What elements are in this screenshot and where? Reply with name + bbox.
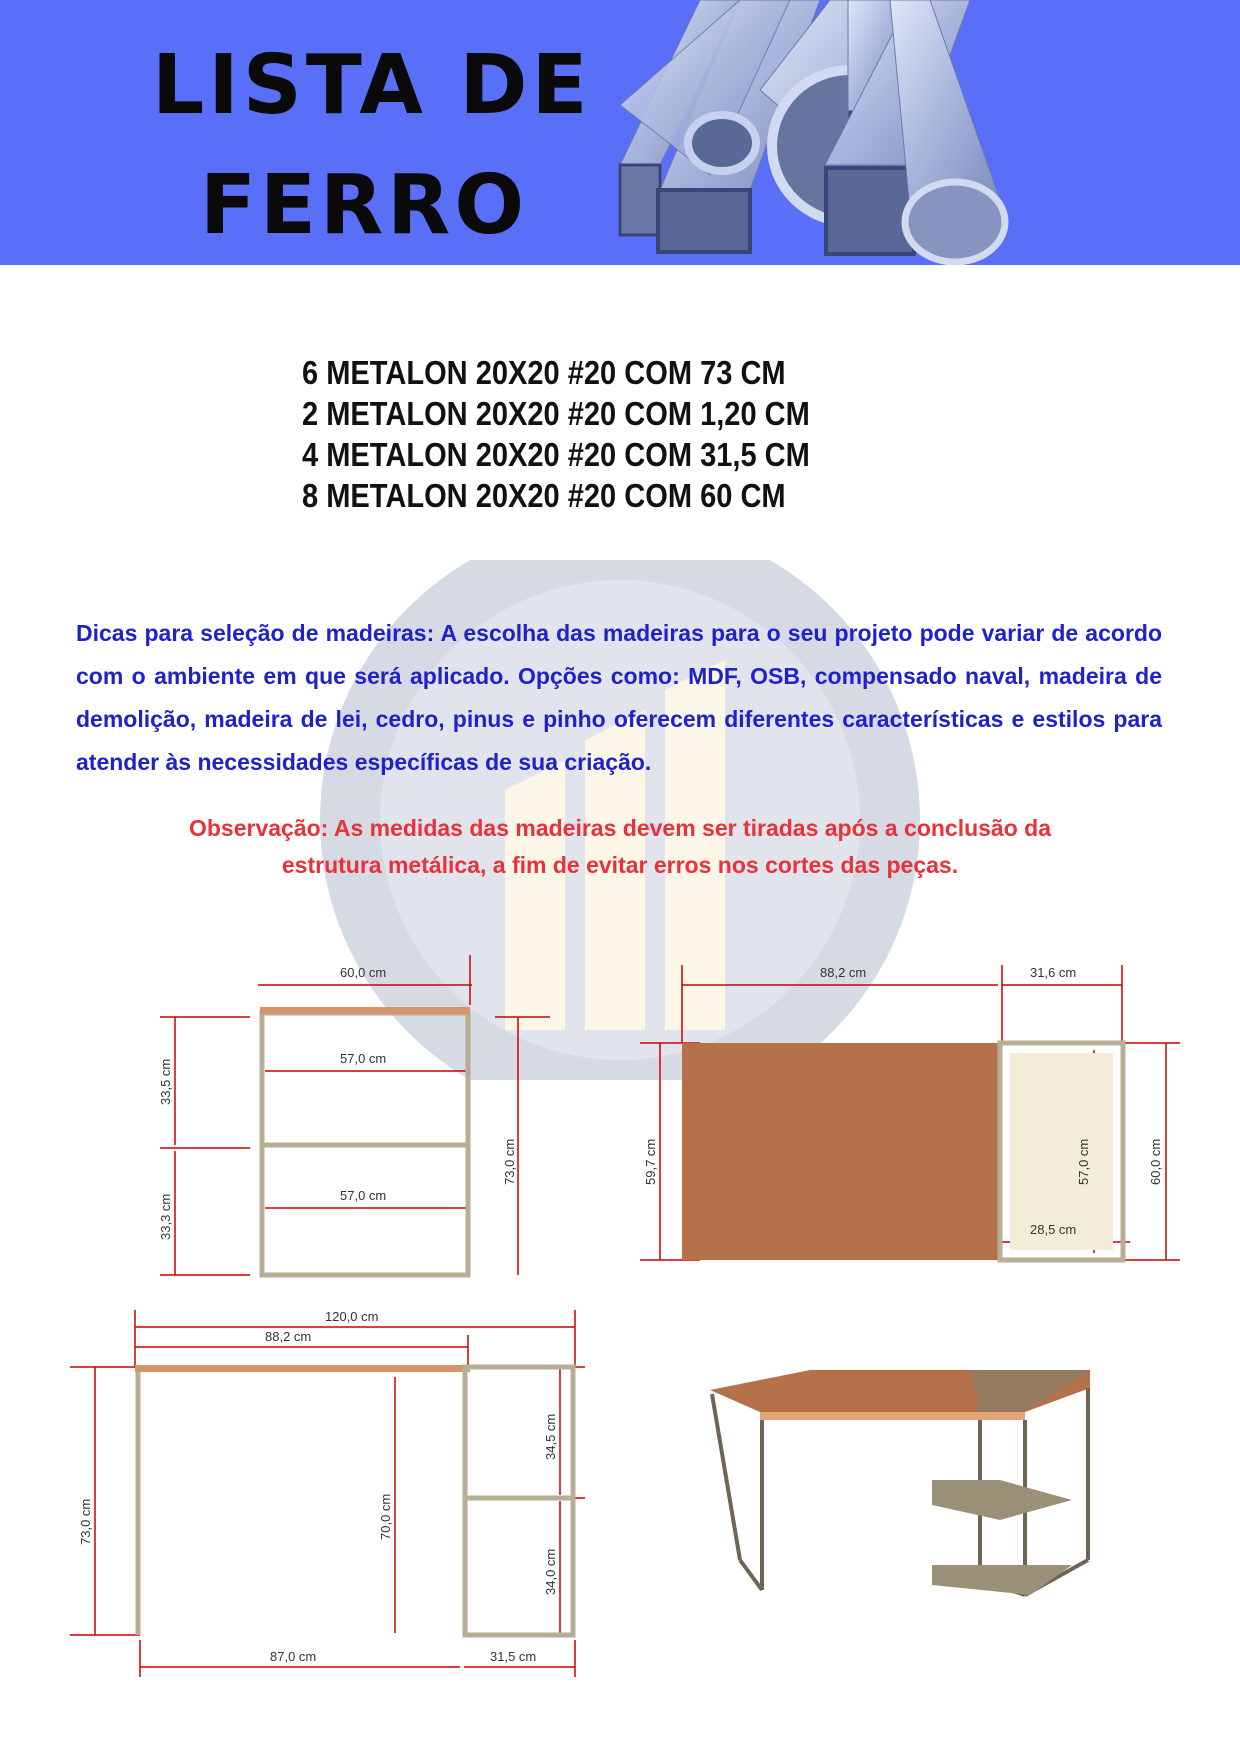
- dim-left-width: 87,0 cm: [270, 1649, 317, 1664]
- perspective-view-drawing: [700, 1360, 1100, 1600]
- dim-front-wood-width: 88,2 cm: [265, 1329, 312, 1344]
- side-view-drawing: [150, 955, 570, 1290]
- observation-line-2: estrutura metálica, a fim de evitar erros nos cortes das peças.: [281, 852, 959, 878]
- dim-shelf-upper: 57,0 cm: [340, 1051, 387, 1066]
- title-line-1: LISTA DE: [152, 38, 592, 133]
- metal-tubes-illustration: [600, 0, 1120, 265]
- wood-tips-paragraph: Dicas para seleção de madeiras: A escolha das madeiras para o seu projeto pode variar de acordo com o ambiente em que será aplicado. Opções como: MDF, OSB, compensado naval, madeira de demolição, madeira de lei, cedro, pinus e pinho oferecem diferentes características e estilos para atender às necessidades específicas de sua criação.: [76, 620, 1162, 775]
- dim-height-lower: 33,3 cm: [158, 1193, 173, 1240]
- dim-shelf-lower: 57,0 cm: [340, 1188, 387, 1203]
- title-line-2: FERRO: [200, 158, 529, 253]
- dim-total-width: 120,0 cm: [325, 1309, 379, 1324]
- dim-wood-width: 88,2 cm: [820, 965, 867, 980]
- top-view-drawing: [610, 955, 1190, 1275]
- header-banner: [0, 0, 1240, 265]
- parts-list: [302, 352, 879, 516]
- front-view-drawing: [60, 1305, 620, 1685]
- dim-inner-depth: 57,0 cm: [1076, 1138, 1091, 1185]
- dim-total-height: 73,0 cm: [502, 1138, 517, 1185]
- list-item: 8 METALON 20X20 #20 COM 60 CM: [302, 477, 786, 514]
- observation-line-1: Observação: As medidas das madeiras devem ser tiradas após a conclusão da: [188, 815, 1052, 841]
- dim-side-width: 31,6 cm: [1030, 965, 1077, 980]
- dim-front-shelf-lower: 34,0 cm: [543, 1548, 558, 1595]
- dim-front-total-height: 73,0 cm: [78, 1498, 93, 1545]
- observation-note: [130, 810, 1110, 884]
- list-item: 2 METALON 20X20 #20 COM 1,20 CM: [302, 395, 810, 432]
- dim-inner-height: 70,0 cm: [378, 1493, 393, 1540]
- dim-inner-width: 28,5 cm: [1030, 1222, 1077, 1237]
- dim-wood-depth: 59,7 cm: [643, 1138, 658, 1185]
- dim-right-width: 31,5 cm: [490, 1649, 537, 1664]
- dim-height-upper: 33,5 cm: [158, 1058, 173, 1105]
- list-item: 4 METALON 20X20 #20 COM 31,5 CM: [302, 436, 810, 473]
- list-item: 6 METALON 20X20 #20 COM 73 CM: [302, 354, 786, 391]
- dim-width-top: 60,0 cm: [340, 965, 387, 980]
- dim-front-shelf-upper: 34,5 cm: [543, 1413, 558, 1460]
- dim-total-depth: 60,0 cm: [1148, 1138, 1163, 1185]
